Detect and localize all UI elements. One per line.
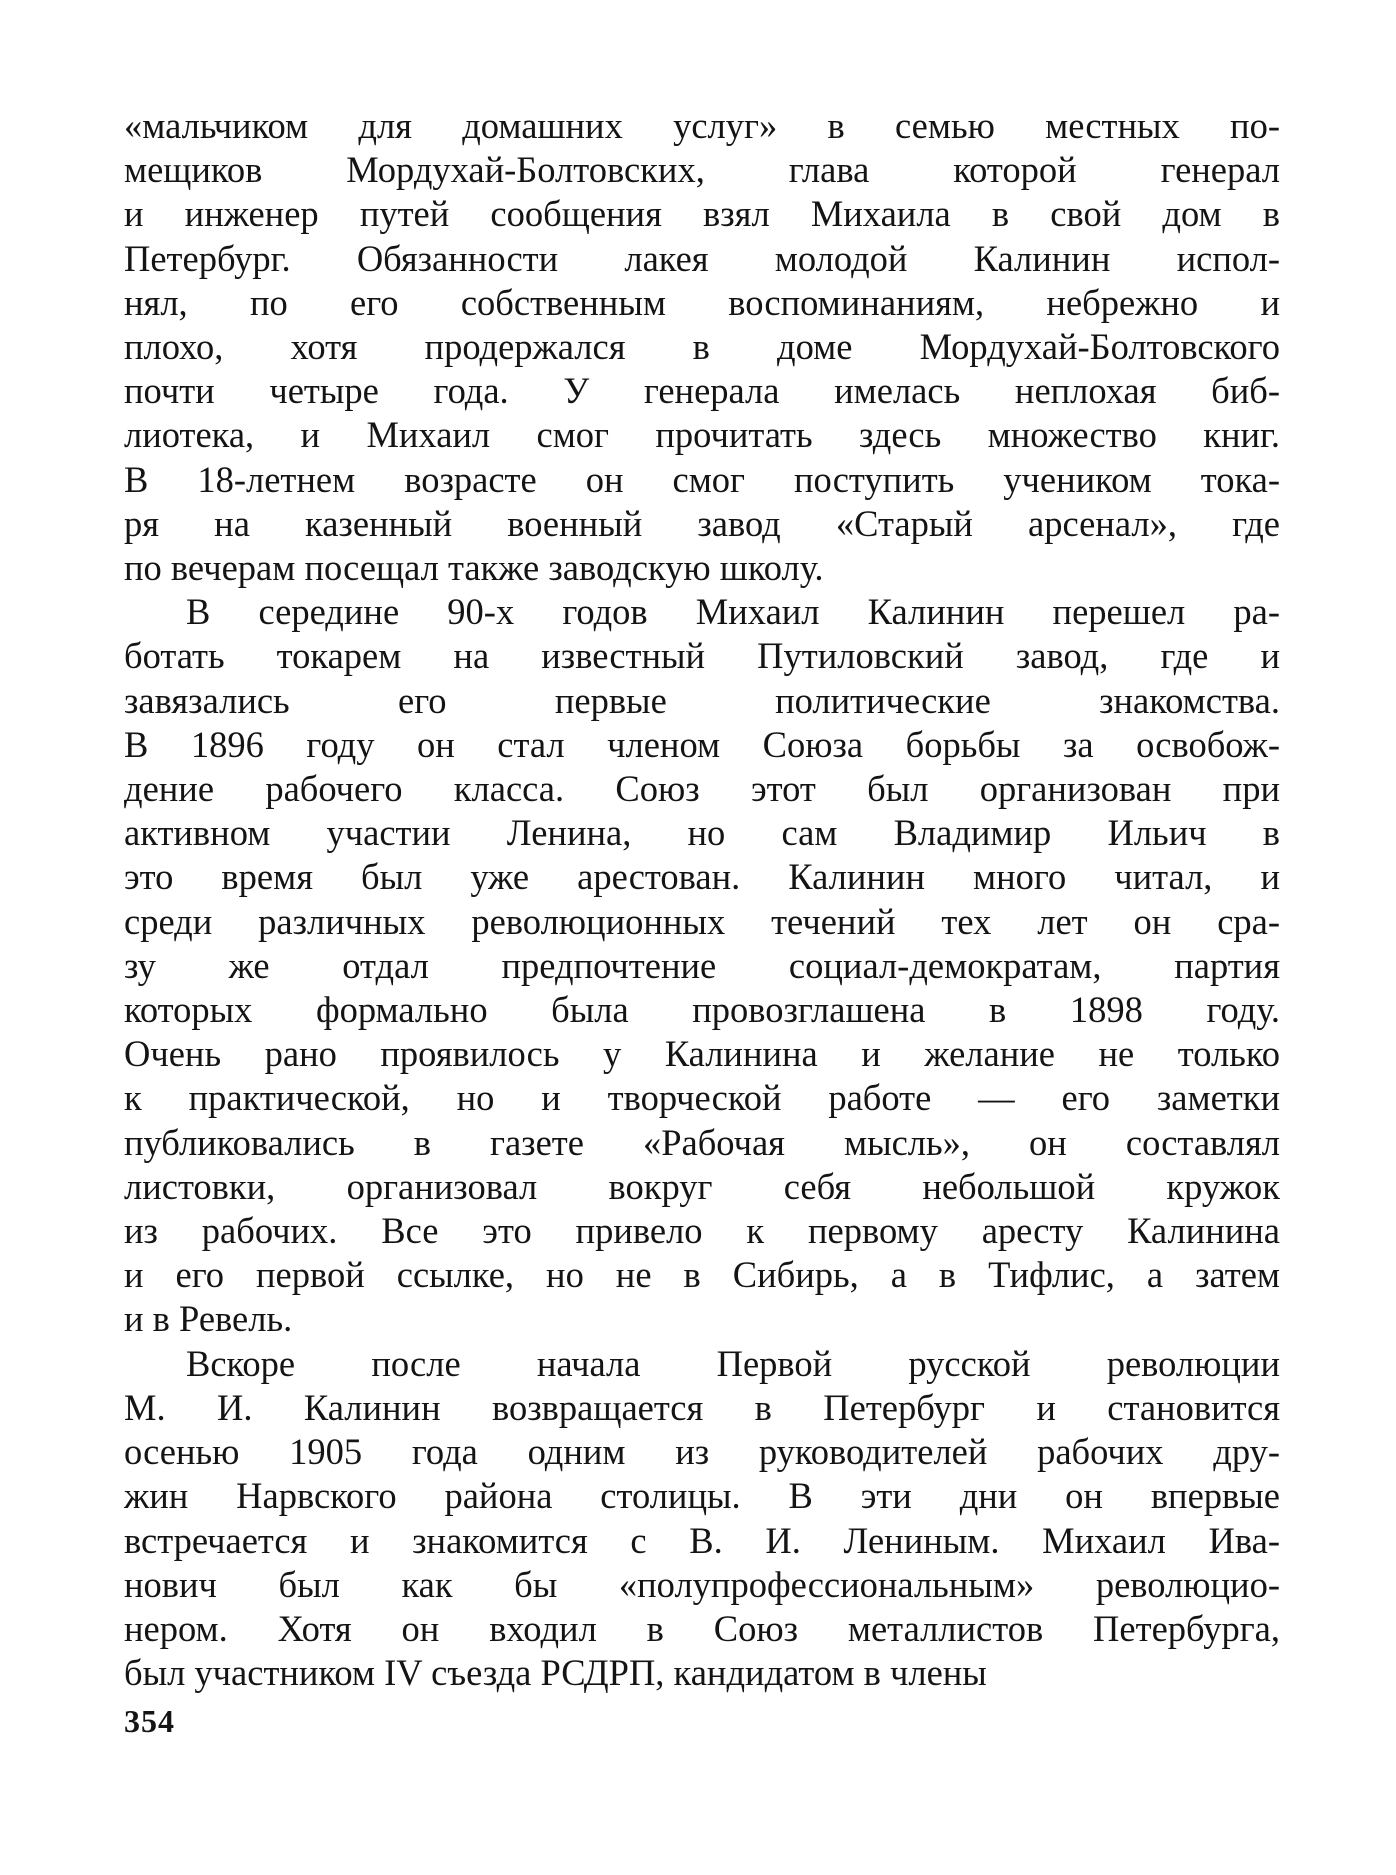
text-line: ря на казенный военный завод «Старый арсенал», где <box>124 502 1280 544</box>
text-line: дение рабочего класса. Союз этот был организован при <box>124 768 1280 810</box>
text-line: публиковались в газете «Рабочая мысль», он составлял <box>124 1121 1280 1163</box>
text-line: ботать токарем на известный Путиловский завод, где и <box>124 635 1280 677</box>
text-line: В середине 90-х годов Михаил Калинин перешел ра- <box>186 591 1280 633</box>
text-line: лиотека, и Михаил смог прочитать здесь множество книг. <box>124 414 1280 456</box>
text-line: и инженер путей сообщения взял Михаила в свой дом в <box>124 193 1280 235</box>
text-line: В 18-летнем возрасте он смог поступить учеником тока- <box>124 458 1280 500</box>
text-line: нером. Хотя он входил в Союз металлистов Петербурга, <box>124 1607 1280 1649</box>
text-line: М. И. Калинин возвращается в Петербург и становится <box>124 1386 1280 1428</box>
text-line: «мальчиком для домашних услуг» в семью местных по- <box>124 105 1280 146</box>
text-line: завязались его первые политические знакомства. <box>124 679 1280 721</box>
text-line: В 1896 году он стал членом Союза борьбы за освобож- <box>124 723 1280 765</box>
text-line: Петербург. Обязанности лакея молодой Калинин испол- <box>124 237 1280 279</box>
text-line: активном участии Ленина, но сам Владимир Ильич в <box>124 812 1280 854</box>
text-line: нял, по его собственным воспоминаниям, небрежно и <box>124 281 1280 323</box>
page-number: 354 <box>124 1703 175 1739</box>
text-line: Вскоре после начала Первой русской революции <box>186 1342 1280 1384</box>
text-line: был участником IV съезда РСДРП, кандидатом в члены <box>124 1652 987 1694</box>
text-line: мещиков Мордухай-Болтовских, глава которой генерал <box>124 149 1280 191</box>
paragraph-3 <box>124 1342 1280 1696</box>
text-line: из рабочих. Все это привело к первому аресту Калинина <box>124 1210 1280 1252</box>
text-line: нович был как бы «полупрофессиональным» революцио- <box>124 1563 1280 1605</box>
paragraph-2 <box>124 590 1280 1341</box>
text-line: жин Нарвского района столицы. В эти дни он впервые <box>124 1475 1280 1517</box>
text-line: которых формально была провозглашена в 1898 году. <box>124 989 1280 1031</box>
text-line: к практической, но и творческой работе — его заметки <box>124 1077 1280 1119</box>
book-page <box>124 104 1280 1695</box>
text-line: это время был уже арестован. Калинин много читал, и <box>124 856 1280 898</box>
text-line: по вечерам посещал также заводскую школу. <box>124 547 824 589</box>
paragraph-1 <box>124 104 1280 590</box>
text-line: и его первой ссылке, но не в Сибирь, а в Тифлис, а затем <box>124 1254 1280 1296</box>
text-line: осенью 1905 года одним из руководителей рабочих дру- <box>124 1431 1280 1473</box>
text-line: среди различных революционных течений тех лет он сра- <box>124 900 1280 942</box>
text-line: листовки, организовал вокруг себя небольшой кружок <box>124 1165 1280 1207</box>
text-line: Очень рано проявилось у Калинина и желание не только <box>124 1033 1280 1075</box>
text-line: почти четыре года. У генерала имелась неплохая биб- <box>124 370 1280 412</box>
text-line: зу же отдал предпочтение социал-демократам, партия <box>124 944 1280 986</box>
text-line: и в Ревель. <box>124 1298 293 1340</box>
text-line: встречается и знакомится с В. И. Лениным. Михаил Ива- <box>124 1519 1280 1561</box>
text-line: плохо, хотя продержался в доме Мордухай-Болтовского <box>124 326 1280 368</box>
